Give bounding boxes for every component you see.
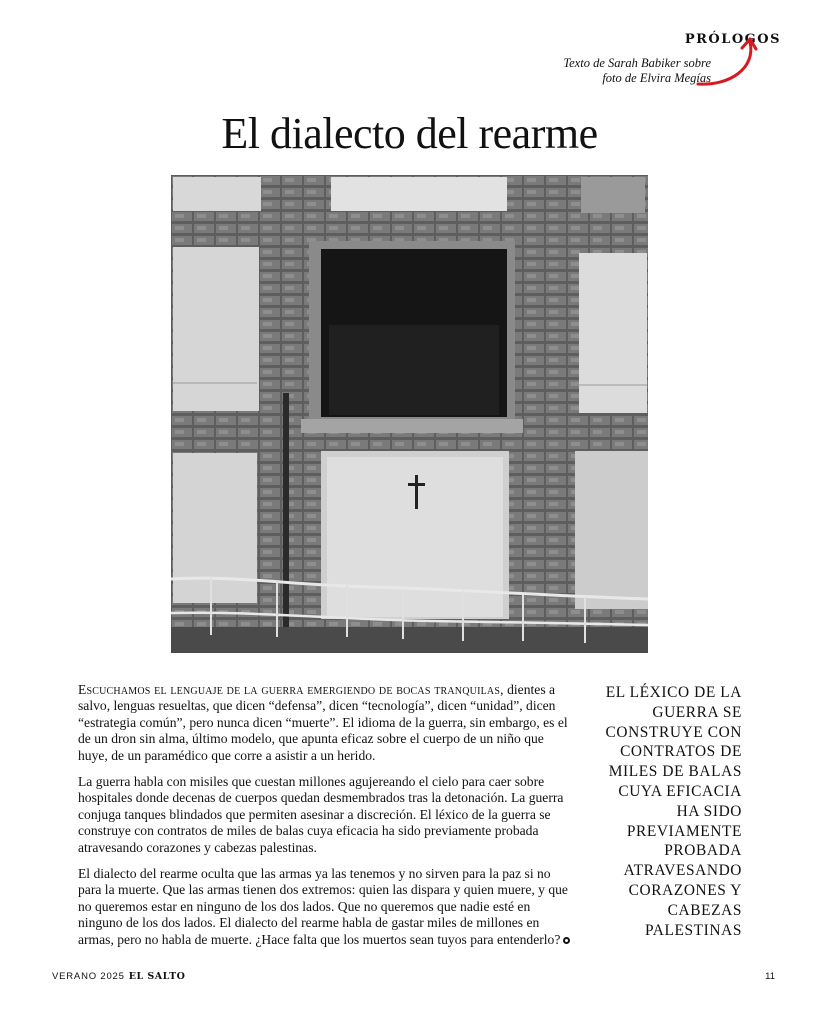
pull-quote: EL LÉXICO DE LA GUERRA SE CONSTRUYE CON CONTRATOS DE MILES DE BALAS CUYA EFICACIA HA SIDO PREVIAMENTE PROBADA ATRAVESANDO CORAZONES Y CABEZAS PALESTINAS [605,684,742,939]
author-credits [563,56,711,86]
end-of-article-icon [563,937,570,944]
credit-line-author: Texto de Sarah Babiker sobre [563,56,711,70]
paragraph-2-text: La guerra habla con misiles que cuestan millones agujereando el cielo para caer sobre hospitales donde decenas de cuerpos quedan desmembrados tras la detonación. La guerra conjuga tanques blindados que permiten asesinar a discreción. El léxico de la guerra se construye con contratos de miles de balas cuya eficacia ha sido previamente probada atravesando corazones y cabezas palestinas. [78,774,564,855]
credit-line-photographer: foto de Elvira Megías [602,71,711,85]
section-label: PRÓLOGOS [684,32,781,47]
brand-logo: EL SALTO [128,971,186,982]
paragraph-1-text: dientes a salvo, lenguas resueltas, que dicen “defensa”, dicen “tecnología”, dicen “unidad”, dicen “estrategia común”, pero nunca dicen “muerte”. El idioma de la guerra, sin embargo, es el de un dron sin alma, último modelo, que apunta eficaz sobre el cuerpo de un niño que huye, de un paramédico que corre a asistir a un herido. [78,682,568,763]
paragraph-1 [78,682,574,764]
footer-issue [52,971,185,982]
paragraph-3 [78,866,574,948]
paragraph-2 [78,774,574,856]
page-number: 11 [765,971,775,982]
article-title: El dialecto del rearme [221,109,598,158]
issue-date: VERANO 2025 [52,971,125,982]
lead-in: Escuchamos el lenguaje de la guerra emergiendo de bocas tranquilas, [78,682,504,697]
paragraph-3-text: El dialecto del rearme oculta que las armas ya las tenemos y no sirven para la paz si no para la muerte. Que las armas tienen dos extremos: quien las dispara y quien muere, y que no queremos estar en ninguno de los dos lados. Que no queremos que nadie esté en ninguno de los dos lados. El dialecto del rearme habla de gastar miles de millones en armas, pero no habla de muerte. ¿Hace falta que los muertos sean tuyos para entenderlo? [78,866,568,947]
article-body [78,682,574,958]
cemetery-niche-photo [171,175,648,653]
